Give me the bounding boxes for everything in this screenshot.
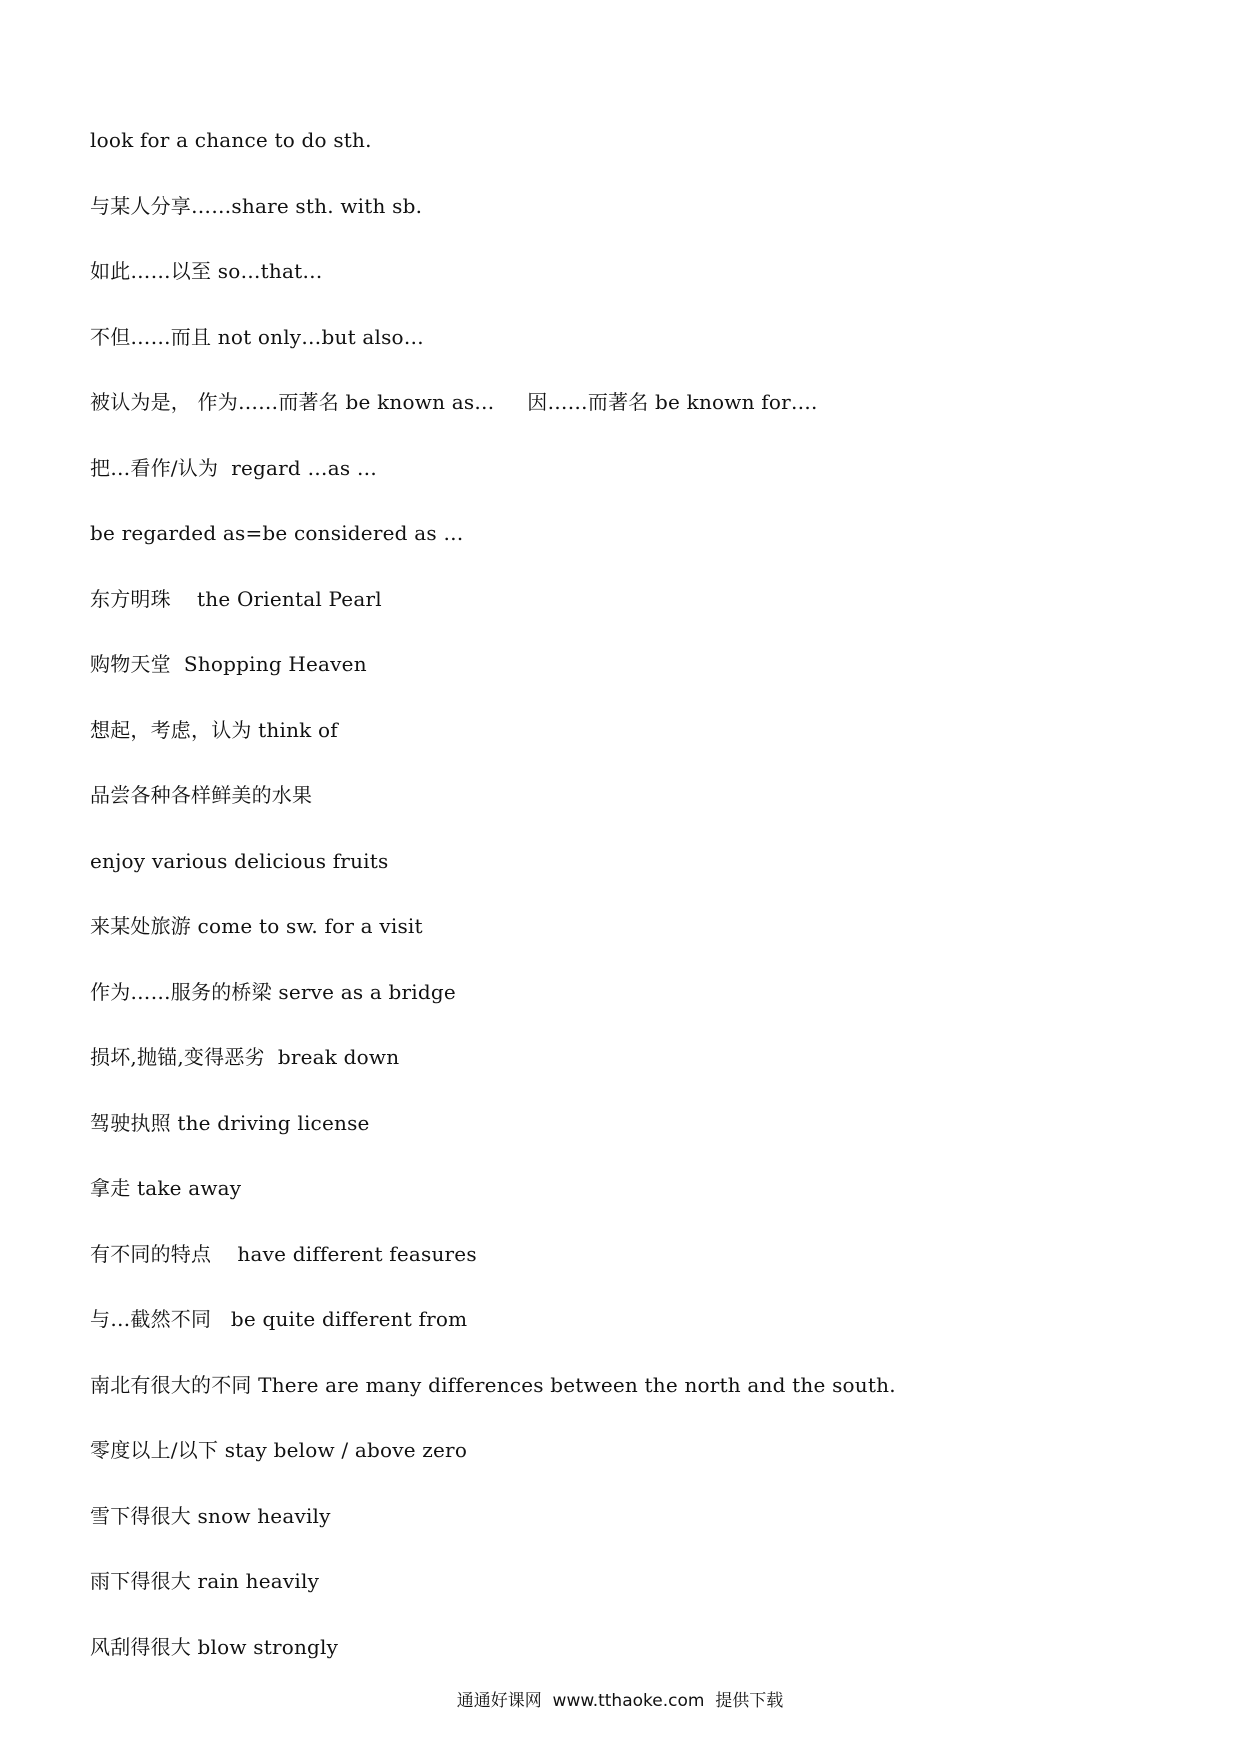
text-line: 有不同的特点 have different feasures bbox=[90, 1241, 477, 1266]
text-line: 把…看作/认为 regard …as … bbox=[90, 455, 378, 480]
text-line: 南北有很大的不同 There are many differences between the north and the south. bbox=[90, 1372, 896, 1397]
text-line: 与某人分享……share sth. with sb. bbox=[90, 193, 423, 218]
text-line: 不但……而且 not only…but also… bbox=[90, 324, 424, 349]
text-line: be regarded as=be considered as … bbox=[90, 521, 464, 545]
text-line: 购物天堂 Shopping Heaven bbox=[90, 652, 367, 676]
text-line: 东方明珠 the Oriental Pearl bbox=[90, 586, 382, 611]
page-footer: 通通好课网 www.tthaoke.com 提供下载 bbox=[456, 1691, 784, 1711]
text-line: 与…截然不同 be quite different from bbox=[90, 1307, 468, 1331]
text-line: 想起，考虑，认为 think of bbox=[90, 717, 338, 742]
text-line: 零度以上/以下 stay below / above zero bbox=[90, 1438, 468, 1462]
text-line: 如此……以至 so…that… bbox=[90, 259, 323, 283]
text-line: enjoy various delicious fruits bbox=[90, 848, 389, 873]
text-line: 雨下得很大 rain heavily bbox=[90, 1569, 320, 1593]
vocabulary-list bbox=[90, 124, 1170, 1696]
text-line: 品尝各种各样鲜美的水果 bbox=[90, 783, 313, 807]
text-line: look for a chance to do sth. bbox=[90, 128, 372, 152]
text-line: 来某处旅游 come to sw. for a visit bbox=[90, 914, 423, 938]
text-line: 拿走 take away bbox=[90, 1176, 242, 1200]
text-line: 风刮得很大 blow strongly bbox=[90, 1634, 339, 1659]
text-line: 雪下得很大 snow heavily bbox=[90, 1503, 331, 1528]
text-line: 损坏,抛锚,变得恶劣 break down bbox=[90, 1045, 400, 1069]
text-line: 作为……服务的桥梁 serve as a bridge bbox=[90, 979, 456, 1004]
text-line: 驾驶执照 the driving license bbox=[90, 1110, 370, 1135]
text-line: 被认为是， 作为……而著名 be known as… 因……而著名 be known for…. bbox=[90, 390, 818, 414]
